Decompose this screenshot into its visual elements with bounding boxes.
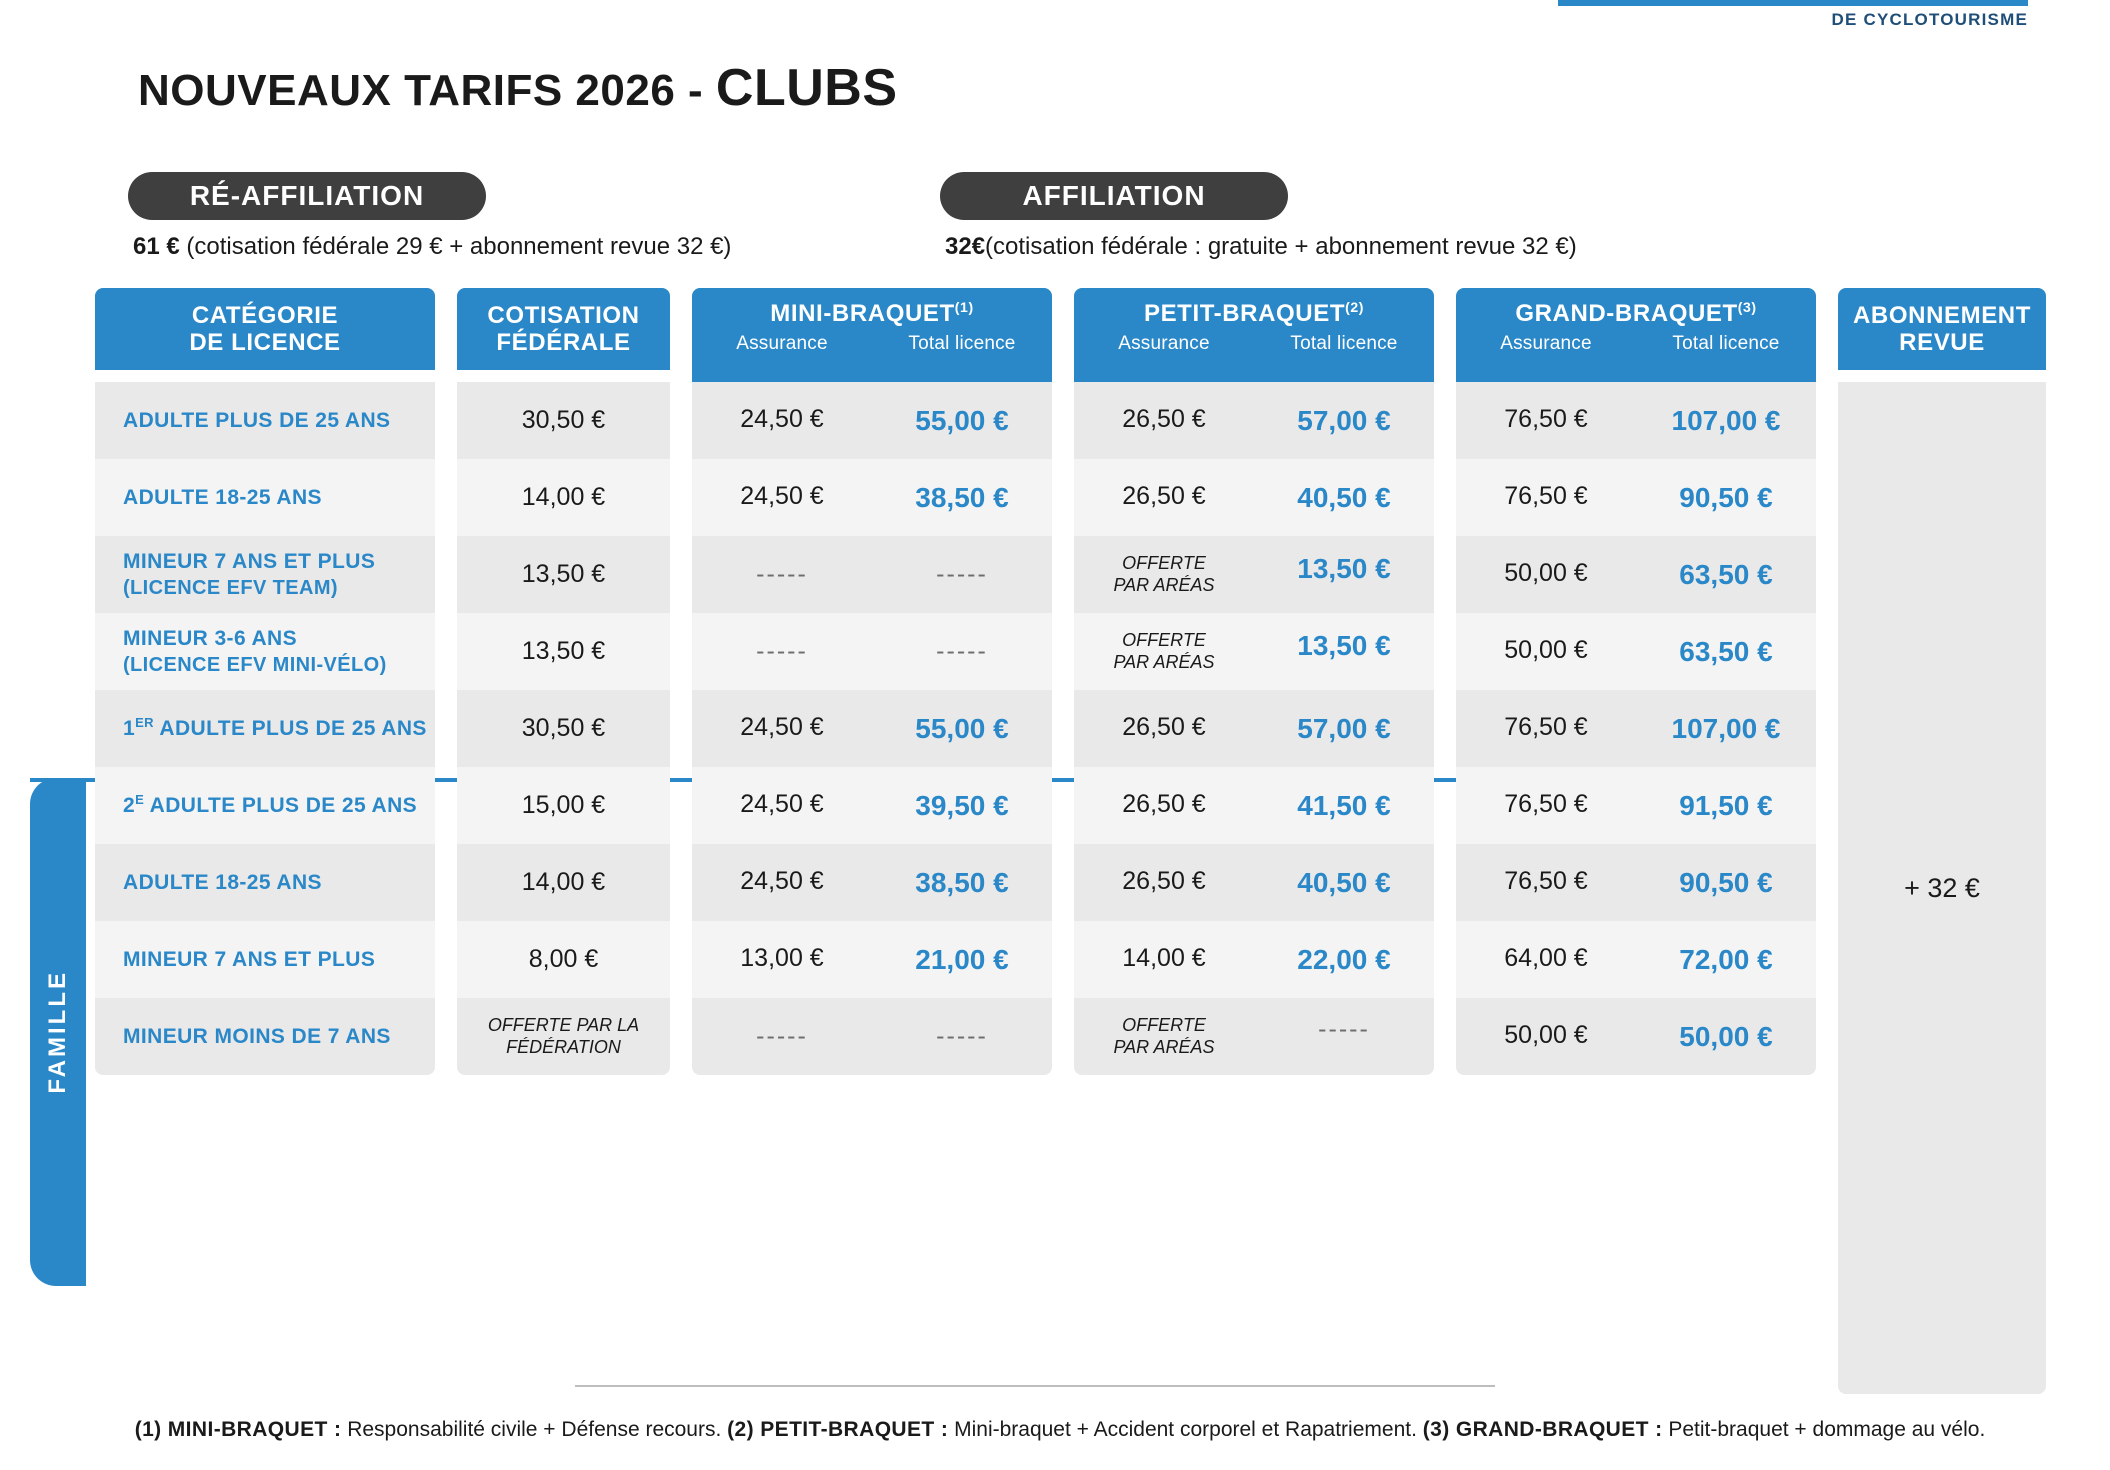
cell-mini-total: -----	[936, 560, 988, 588]
cell-mini-total: 55,00 €	[915, 712, 1009, 744]
cell-cotisation: 13,50 €	[521, 560, 606, 588]
cell-grand-assurance: 50,00 €	[1504, 558, 1588, 587]
footnote-2-text: Mini-braquet + Accident corporel et Rapatriement.	[948, 1418, 1423, 1441]
cell-category: MINEUR 3-6 ANS	[123, 626, 298, 650]
note-affiliation-amount: 32€	[945, 233, 986, 260]
column-cotisation	[457, 382, 670, 1394]
cell-petit-assurance: 26,50 €	[1122, 404, 1206, 433]
header-abonnement	[1838, 288, 2046, 382]
brand-header	[1558, 0, 2028, 30]
cell-category: MINEUR 7 ANS ET PLUS	[123, 947, 376, 971]
cell-category: 1ER ADULTE PLUS DE 25 ANS	[123, 715, 427, 741]
footnote-2-label: (2) PETIT-BRAQUET :	[727, 1418, 949, 1441]
cell-mini-total: 39,50 €	[915, 789, 1009, 821]
header-abonnement-line2: REVUE	[1899, 329, 1985, 356]
header-petit-total: Total licence	[1290, 333, 1398, 355]
cell-grand-total: 90,50 €	[1679, 866, 1773, 898]
cell-cotisation: 14,00 €	[521, 868, 606, 896]
cell-mini-total: 21,00 €	[915, 943, 1009, 975]
brand-subtitle: DE CYCLOTOURISME	[1831, 10, 2028, 29]
cell-grand-assurance: 76,50 €	[1504, 866, 1588, 895]
cell-cotisation: 8,00 €	[528, 945, 599, 973]
cell-grand-total: 91,50 €	[1679, 789, 1773, 821]
cell-petit-assurance: OFFERTE PAR ARÉAS	[1113, 1014, 1215, 1057]
header-grand-braquet	[1456, 288, 1816, 382]
badge-reaffiliation	[128, 172, 486, 220]
cell-category: $2^E$ ADULTE PLUS DE 25 ANS	[123, 792, 418, 818]
cell-grand-total: 63,50 €	[1679, 635, 1773, 667]
table-row	[95, 613, 435, 690]
header-category-line1: CATÉGORIE	[191, 301, 339, 329]
pricing-table	[95, 288, 2031, 1394]
famille-bracket	[30, 778, 86, 1286]
table-row	[95, 921, 435, 998]
badge-affiliation-label: AFFILIATION	[1022, 180, 1206, 211]
note-reaffiliation-text: (cotisation fédérale 29 € + abonnement revue 32 €)	[186, 233, 732, 260]
header-cotisation-line2: FÉDÉRALE	[496, 329, 631, 356]
cell-mini-total: 38,50 €	[915, 481, 1009, 513]
footnote-1-label: (1) MINI-BRAQUET :	[134, 1418, 342, 1441]
cell-mini-total: 38,50 €	[915, 866, 1009, 898]
cell-grand-total: 63,50 €	[1679, 558, 1773, 590]
footnote-1-text: Responsabilité civile + Défense recours.	[341, 1418, 728, 1441]
table-row	[95, 998, 435, 1075]
cell-category: ADULTE 18-25 ANS	[123, 485, 322, 509]
column-petit-braquet	[1074, 382, 1434, 1394]
cell-grand-total: 50,00 €	[1679, 1020, 1773, 1052]
brand-accent-bar	[1558, 0, 2028, 6]
cell-mini-assurance: 13,00 €	[740, 943, 824, 972]
cell-mini-assurance: 24,50 €	[740, 404, 824, 433]
header-abonnement-line1: ABONNEMENT	[1853, 301, 2031, 329]
note-affiliation	[945, 233, 1577, 261]
cell-petit-total: -----	[1318, 1014, 1370, 1043]
cell-category: MINEUR MOINS DE 7 ANS	[123, 1024, 391, 1048]
header-petit-sup: (2)	[1345, 299, 1365, 315]
note-reaffiliation-amount: 61 €	[133, 233, 180, 260]
table-row	[95, 459, 435, 536]
header-mini-assurance: Assurance	[736, 333, 828, 355]
cell-petit-assurance: OFFERTE PAR ARÉAS	[1113, 629, 1215, 672]
header-grand-text: GRAND-BRAQUET	[1515, 300, 1738, 327]
column-category	[95, 382, 435, 1394]
header-mini-total: Total licence	[908, 333, 1016, 355]
table-row	[95, 767, 435, 844]
table-row	[95, 844, 435, 921]
cell-category-sub: (LICENCE EFV MINI-VÉLO)	[123, 653, 387, 676]
cell-petit-total: 57,00 €	[1297, 404, 1391, 436]
table-row	[95, 382, 435, 459]
header-grand-title	[1515, 300, 1756, 327]
cell-petit-total: 22,00 €	[1297, 943, 1391, 975]
cell-mini-assurance: -----	[756, 560, 808, 588]
table-body	[95, 382, 2025, 1394]
cell-cotisation: 30,50 €	[521, 406, 606, 434]
column-grand-braquet	[1456, 382, 1816, 1394]
cell-mini-assurance: 24,50 €	[740, 789, 824, 818]
cell-grand-assurance: 50,00 €	[1504, 635, 1588, 664]
cell-category-sub: (LICENCE EFV TEAM)	[123, 576, 338, 599]
cell-abonnement-value: + 32 €	[1838, 382, 2046, 1394]
cell-mini-assurance: -----	[756, 1022, 808, 1050]
header-mini-braquet	[692, 288, 1052, 382]
cell-petit-assurance: 14,00 €	[1122, 943, 1206, 972]
cell-grand-total: 72,00 €	[1679, 943, 1773, 975]
cell-mini-total: -----	[936, 1022, 988, 1050]
cell-petit-assurance: 26,50 €	[1122, 481, 1206, 510]
cell-grand-assurance: 76,50 €	[1504, 712, 1588, 741]
cell-mini-assurance: 24,50 €	[740, 712, 824, 741]
header-grand-assurance: Assurance	[1500, 333, 1592, 355]
footnotes	[70, 1418, 2050, 1442]
cell-cotisation: 14,00 €	[521, 483, 606, 511]
cell-petit-total: 13,50 €	[1297, 629, 1391, 661]
header-grand-total: Total licence	[1672, 333, 1780, 355]
page-title	[138, 58, 898, 118]
cell-category: ADULTE PLUS DE 25 ANS	[123, 408, 391, 432]
famille-label: FAMILLE	[44, 970, 71, 1094]
cell-grand-assurance: 76,50 €	[1504, 404, 1588, 433]
cell-petit-total: 13,50 €	[1297, 552, 1391, 584]
cell-petit-assurance: 26,50 €	[1122, 866, 1206, 895]
table-row	[95, 536, 435, 613]
note-affiliation-text: (cotisation fédérale : gratuite + abonnement revue 32 €)	[985, 233, 1577, 260]
footnote-3-label: (3) GRAND-BRAQUET :	[1422, 1418, 1663, 1441]
footer-divider	[575, 1385, 1495, 1387]
cell-petit-total: 40,50 €	[1297, 866, 1391, 898]
cell-grand-assurance: 64,00 €	[1504, 943, 1588, 972]
cell-petit-assurance: 26,50 €	[1122, 712, 1206, 741]
cell-mini-assurance: -----	[756, 637, 808, 665]
badge-affiliation	[940, 172, 1288, 220]
note-reaffiliation	[133, 233, 731, 261]
cell-mini-total: -----	[936, 637, 988, 665]
cell-category: ADULTE 18-25 ANS	[123, 870, 322, 894]
header-petit-title	[1144, 300, 1364, 327]
column-mini-braquet	[692, 382, 1052, 1394]
badge-reaffiliation-label: RÉ-AFFILIATION	[189, 180, 425, 211]
page-title-prefix: NOUVEAUX TARIFS 2026 -	[138, 66, 716, 115]
header-category-line2: DE LICENCE	[189, 329, 341, 356]
header-mini-sup: (1)	[954, 299, 974, 315]
cell-grand-assurance: 50,00 €	[1504, 1020, 1588, 1049]
header-petit-text: PETIT-BRAQUET	[1143, 300, 1346, 327]
header-petit-assurance: Assurance	[1118, 333, 1210, 355]
header-cotisation	[457, 288, 670, 382]
cell-cotisation: OFFERTE PAR LA FÉDÉRATION	[487, 1014, 640, 1057]
header-cotisation-line1: COTISATION	[487, 301, 640, 329]
cell-cotisation: 30,50 €	[521, 714, 606, 742]
header-mini-title	[770, 300, 973, 327]
table-row	[95, 690, 435, 767]
cell-mini-total: 55,00 €	[915, 404, 1009, 436]
cell-grand-assurance: 76,50 €	[1504, 481, 1588, 510]
cell-petit-total: 41,50 €	[1297, 789, 1391, 821]
cell-petit-total: 57,00 €	[1297, 712, 1391, 744]
cell-grand-assurance: 76,50 €	[1504, 789, 1588, 818]
cell-cotisation: 13,50 €	[521, 637, 606, 665]
header-grand-sup: (3)	[1737, 299, 1757, 315]
page-title-highlight: CLUBS	[715, 59, 898, 117]
cell-petit-assurance: 26,50 €	[1122, 789, 1206, 818]
header-petit-braquet	[1074, 288, 1434, 382]
header-mini-text: MINI-BRAQUET	[770, 300, 955, 327]
cell-mini-assurance: 24,50 €	[740, 866, 824, 895]
column-abonnement	[1838, 382, 2046, 1394]
cell-petit-assurance: OFFERTE PAR ARÉAS	[1113, 552, 1215, 595]
table-header-row	[95, 288, 2031, 382]
cell-cotisation: 15,00 €	[521, 791, 606, 819]
cell-grand-total: 107,00 €	[1671, 712, 1781, 744]
cell-petit-total: 40,50 €	[1297, 481, 1391, 513]
cell-grand-total: 107,00 €	[1671, 404, 1781, 436]
cell-category: MINEUR 7 ANS ET PLUS	[123, 549, 376, 573]
footnote-3-text: Petit-braquet + dommage au vélo.	[1662, 1418, 1986, 1441]
cell-mini-assurance: 24,50 €	[740, 481, 824, 510]
header-category	[95, 288, 435, 382]
cell-grand-total: 90,50 €	[1679, 481, 1773, 513]
